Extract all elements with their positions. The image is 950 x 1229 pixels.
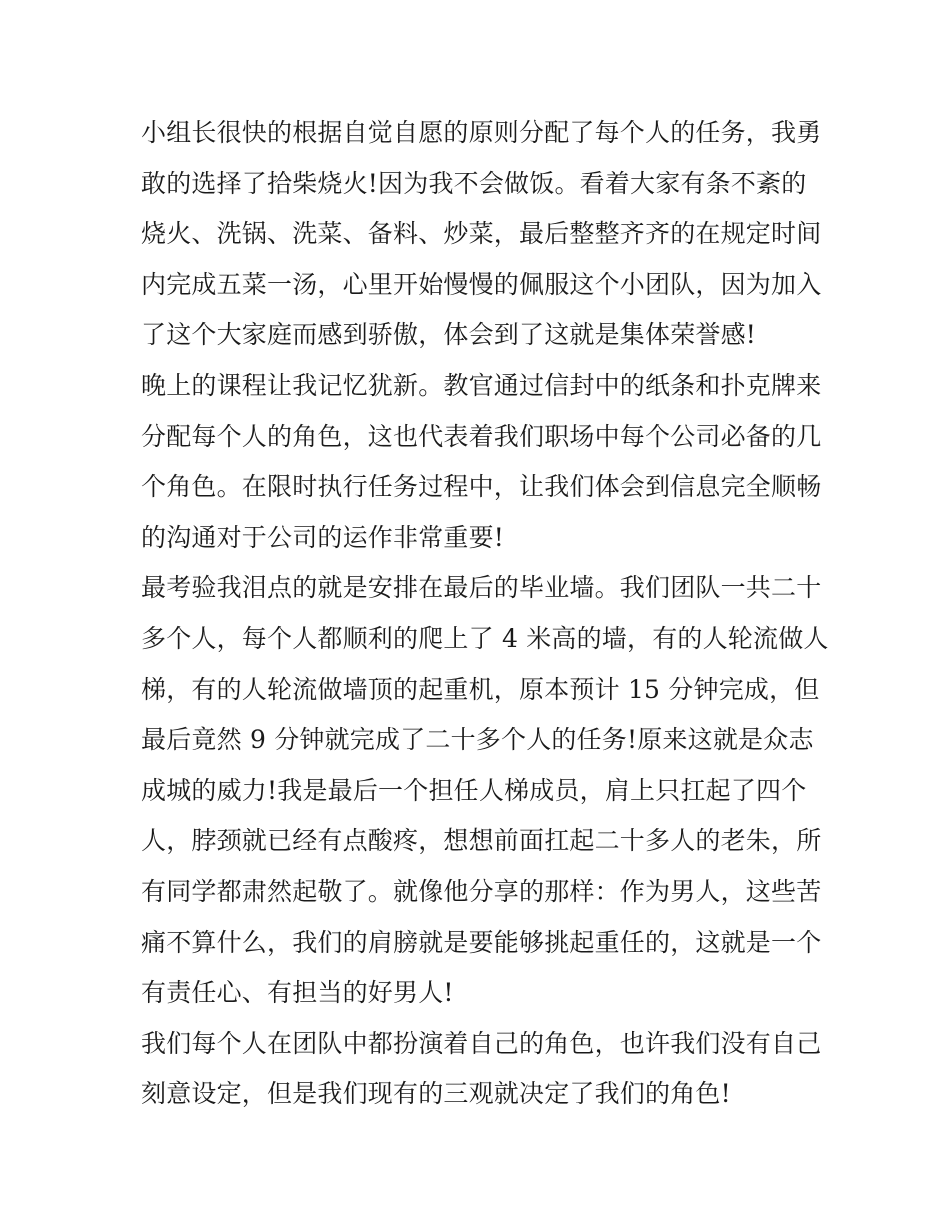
text-line: 了这个大家庭而感到骄傲，体会到了这就是集体荣誉感! — [141, 320, 757, 350]
text-line: 有责任心、有担当的好男人! — [141, 978, 454, 1008]
text-line: 最考验我泪点的就是安排在最后的毕业墙。我们团队一共二十 — [141, 573, 822, 603]
text-line: 内完成五菜一汤，心里开始慢慢的佩服这个小团队，因为加入 — [141, 269, 822, 299]
text-line: 个角色。在限时执行任务过程中，让我们体会到信息完全顺畅 — [141, 472, 822, 502]
text-line: 多个人，每个人都顺利的爬上了 4 米高的墙，有的人轮流做人 — [141, 623, 829, 653]
text-line: 梯，有的人轮流做墙顶的起重机，原本预计 15 分钟完成，但 — [141, 674, 820, 704]
text-line: 我们每个人在团队中都扮演着自己的角色，也许我们没有自己 — [141, 1028, 822, 1058]
text-line: 晚上的课程让我记忆犹新。教官通过信封中的纸条和扑克牌来 — [141, 370, 822, 400]
text-line: 人，脖颈就已经有点酸疼，想想前面扛起二十多人的老朱，所 — [141, 826, 822, 856]
text-line: 的沟通对于公司的运作非常重要! — [141, 522, 505, 552]
paragraph-1 — [141, 108, 821, 361]
paragraph-4 — [141, 1019, 821, 1120]
text-line: 成城的威力!我是最后一个担任人梯成员，肩上只扛起了四个 — [141, 775, 807, 805]
text-line: 分配每个人的角色，这也代表着我们职场中每个公司必备的几 — [141, 421, 822, 451]
text-line: 痛不算什么，我们的肩膀就是要能够挑起重任的，这就是一个 — [141, 927, 822, 957]
text-line: 有同学都肃然起敬了。就像他分享的那样：作为男人，这些苦 — [141, 876, 822, 906]
text-line: 烧火、洗锅、洗菜、备料、炒菜，最后整整齐齐的在规定时间 — [141, 219, 822, 249]
paragraph-2 — [141, 361, 821, 563]
text-line: 最后竟然 9 分钟就完成了二十多个人的任务!原来这就是众志 — [141, 725, 814, 755]
text-line: 小组长很快的根据自觉自愿的原则分配了每个人的任务，我勇 — [141, 118, 822, 147]
text-line: 敢的选择了拾柴烧火!因为我不会做饭。看着大家有条不紊的 — [141, 168, 807, 198]
paragraph-3 — [141, 563, 829, 1018]
text-line: 刻意设定，但是我们现有的三观就决定了我们的角色! — [141, 1079, 731, 1109]
document-body — [141, 108, 829, 1120]
